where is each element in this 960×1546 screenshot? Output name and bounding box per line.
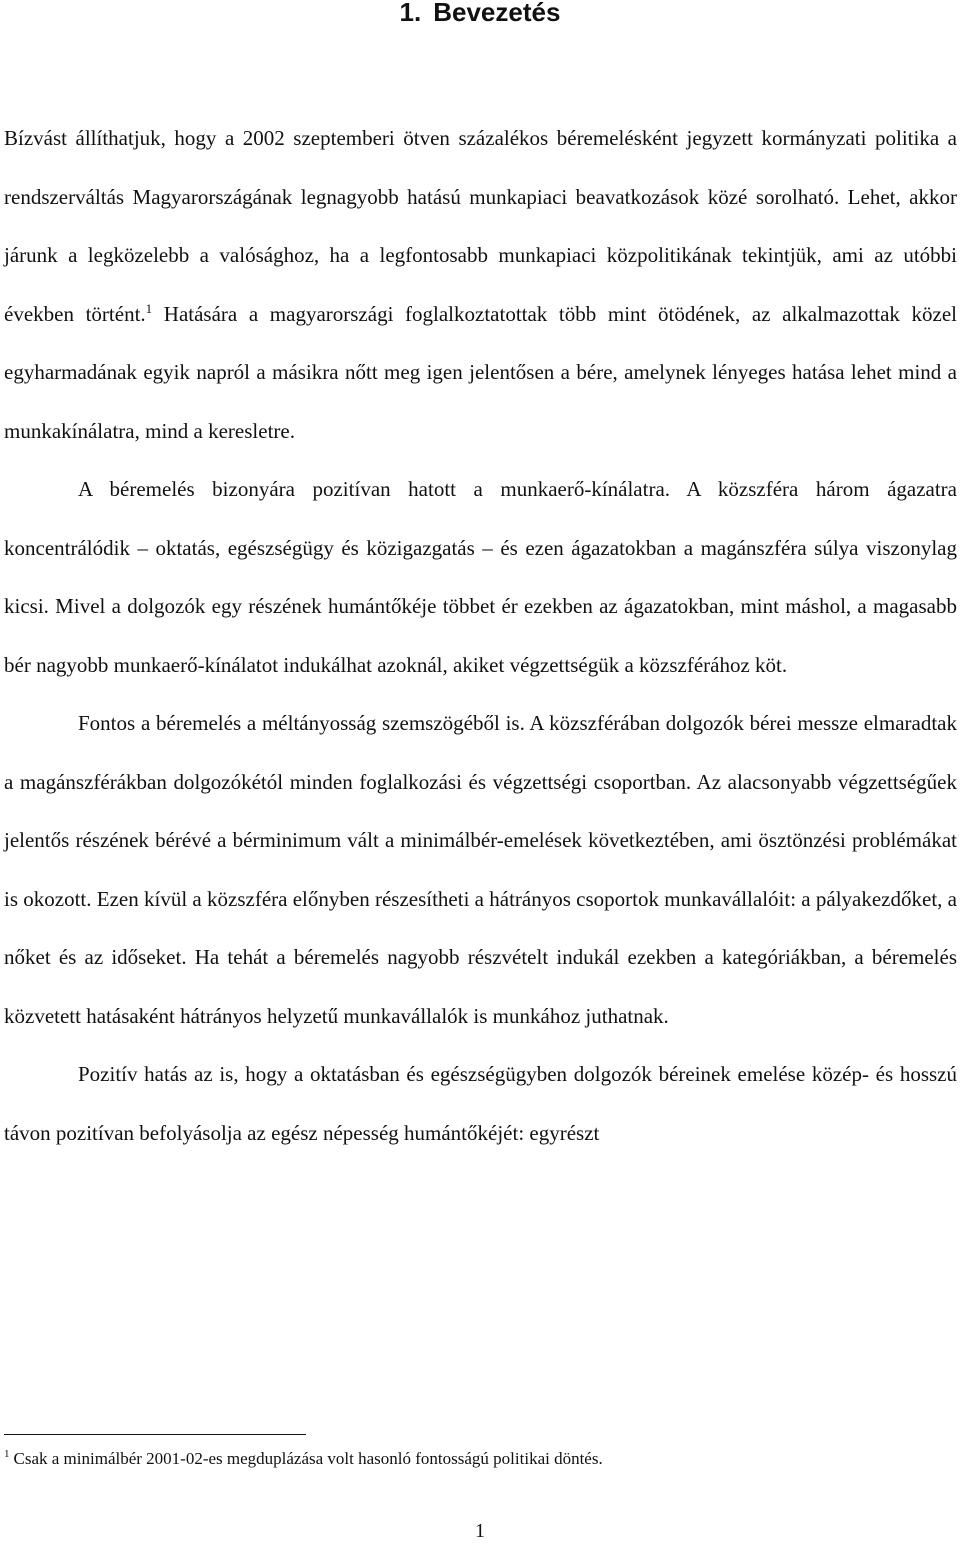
body-text bbox=[4, 109, 957, 1162]
page-number: 1 bbox=[475, 1520, 485, 1542]
paragraph-1-text-after: Hatására a magyarországi foglalkoztatottak több mint ötödének, az alkalmazottak közel egyharmadának egyik napról a másikra nőtt meg igen jelentősen a bére, amelynek lényeges hatása lehet mind a munkakínálatra, mind a keresletre. bbox=[4, 301, 957, 443]
section-title: Bevezetés bbox=[433, 0, 561, 27]
paragraph-3: Fontos a béremelés a méltányosság szemszögéből is. A közszférában dolgozók bérei messze elmaradtak a magánszférákban dolgozókétól minden foglalkozási és végzettségi csoportban. Az alacsonyabb végzettségűek jelentős részének bérévé a bérminimum vált a minimálbér-emelések következtében, ami ösztönzési problémákat is okozott. Ezen kívül a közszféra előnyben részesítheti a hátrányos csoportok munkavállalóit: a pályakezdőket, a nőket és az időseket. Ha tehát a béremelés nagyobb részvételt indukál ezekben a kategóriákban, a béremelés közvetett hatásaként hátrányos helyzetű munkavállalók is munkához juthatnak. bbox=[4, 711, 957, 1028]
footnote-divider bbox=[4, 1434, 306, 1435]
footnote-reference[interactable]: 1 bbox=[145, 300, 153, 316]
section-heading bbox=[0, 0, 960, 30]
footnote-text: Csak a minimálbér 2001-02-es megduplázása volt hasonló fontosságú politikai döntés. bbox=[13, 1449, 603, 1468]
footnote bbox=[4, 1447, 944, 1471]
paragraph-1 bbox=[4, 109, 957, 460]
paragraph-4: Pozitív hatás az is, hogy a oktatásban és egészségügyben dolgozók béreinek emelése közép- és hosszú távon pozitívan befolyásolja az egész népesség humántőkéjét: egyrészt bbox=[4, 1062, 957, 1145]
paragraph-2: A béremelés bizonyára pozitívan hatott a munkaerő-kínálatra. A közszféra három ágazatra koncentrálódik – oktatás, egészségügy és közigazgatás – és ezen ágazatokban a magánszféra súlya viszonylag kicsi. Mivel a dolgozók egy részének humántőkéje többet ér ezekben az ágazatokban, mint máshol, a magasabb bér nagyobb munkaerő-kínálatot indukálhat azoknál, akiket végzettségük a közszférához köt. bbox=[4, 477, 957, 677]
section-number: 1. bbox=[399, 0, 422, 27]
footnote-marker: 1 bbox=[4, 1448, 10, 1460]
paragraph-1-text-before: Bízvást állíthatjuk, hogy a 2002 szeptemberi ötven százalékos béremelésként jegyzett kormányzati politika a rendszerváltás Magyarországának legnagyobb hatású munkapiaci beavatkozások közé sorolható. Lehet, akkor járunk a legközelebb a valósághoz, ha a legfontosabb munkapiaci közpolitikának tekintjük, ami az utóbbi években történt. bbox=[4, 126, 957, 326]
